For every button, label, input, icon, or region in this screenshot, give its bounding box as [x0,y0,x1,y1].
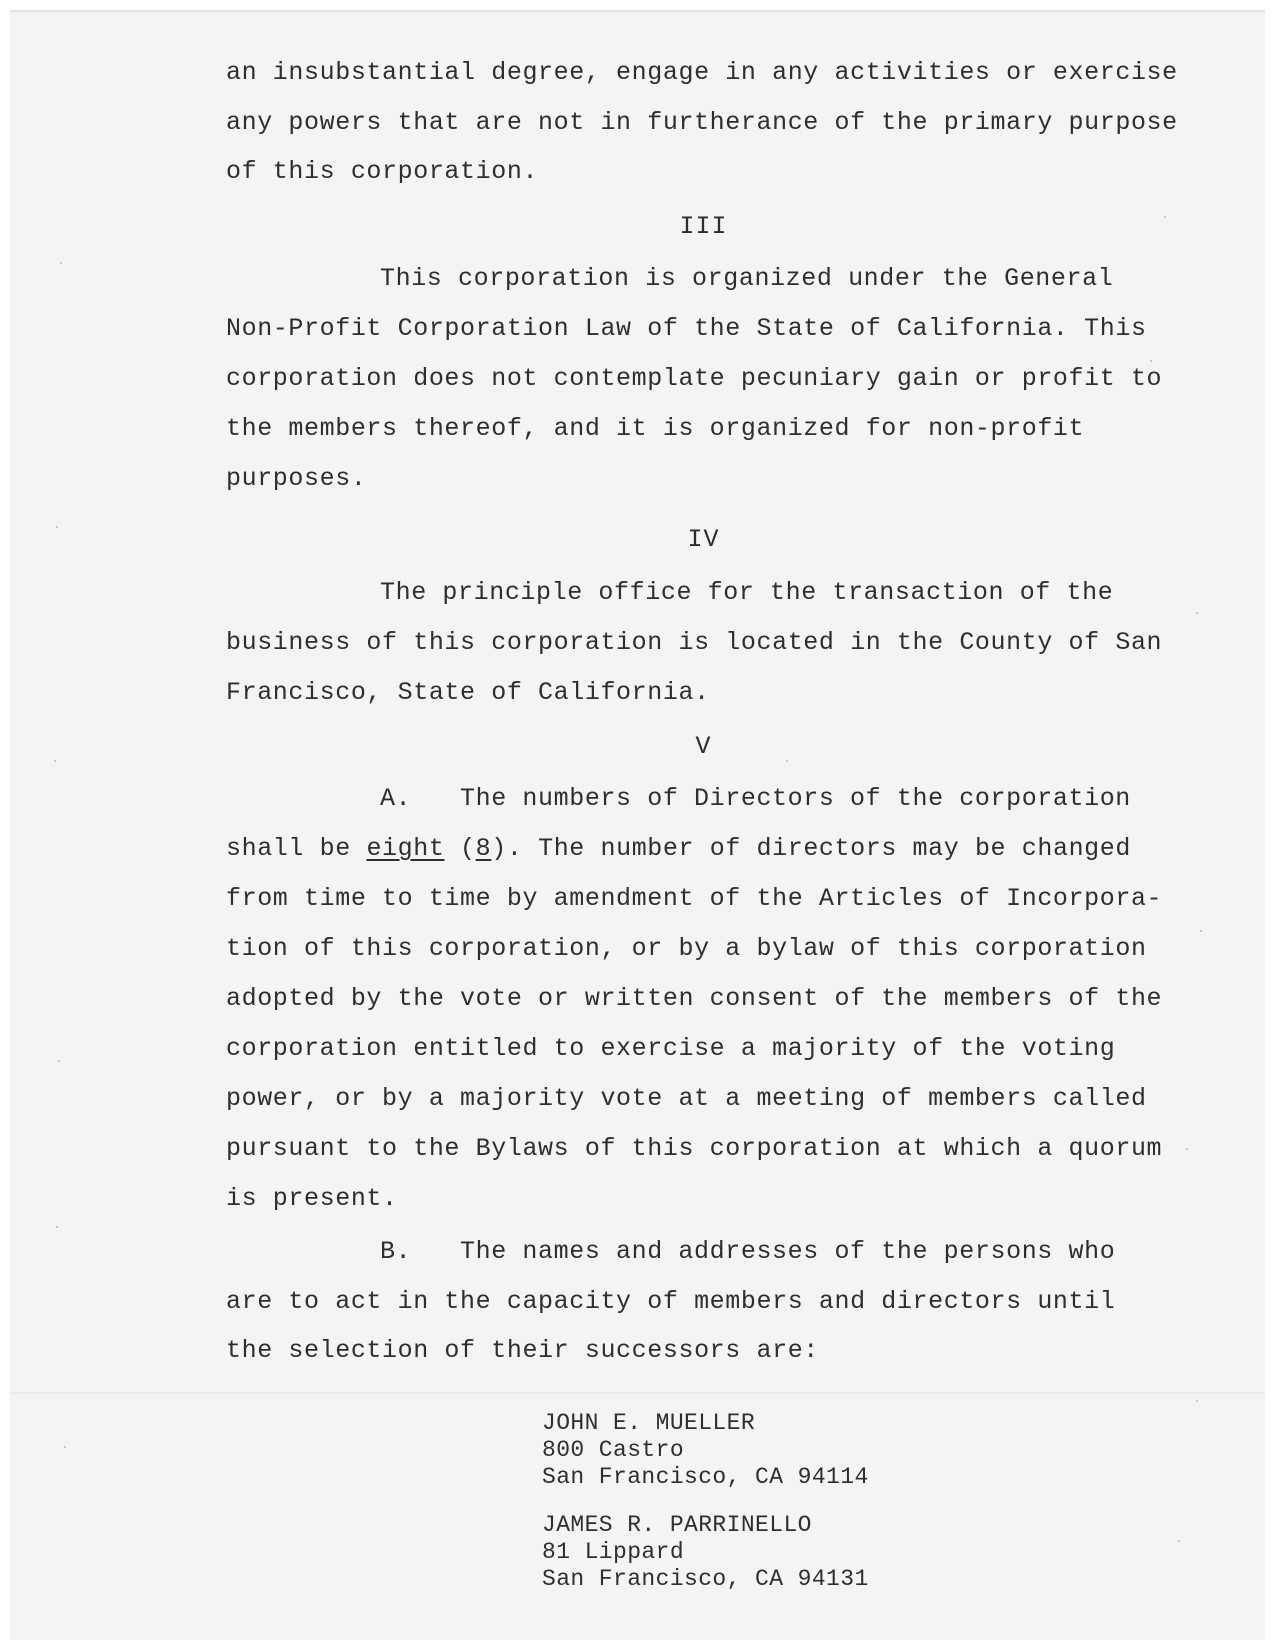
scan-speck [64,1446,66,1448]
article-v-heading [0,732,1275,762]
scan-speck [1186,1148,1188,1150]
scan-speck [1196,1400,1198,1402]
scan-speck [60,262,62,264]
line-suffix: ). The number of directors may be changed [491,834,1131,863]
article-iii-line: Non-Profit Corporation Law of the State of California. This [226,314,1147,343]
section-a-first-line [380,784,1131,814]
article-v-heading-text: V [695,732,712,761]
article-iii-line: the members thereof, and it is organized for non-profit [226,414,1085,443]
person-address-block [542,1410,869,1491]
article-iii-line: corporation does not contemplate pecuniary gain or profit to [226,364,1163,393]
section-a-line: power, or by a majority vote at a meeting of members called [226,1084,1147,1113]
article-iv-heading-text: IV [687,525,720,554]
section-a-line: from time to time by amendment of the Articles of Incorpora- [226,884,1163,913]
article-iv-heading [0,525,1275,555]
person-street: 800 Castro [542,1437,685,1463]
section-b-first-text: The names and addresses of the persons who [460,1237,1116,1266]
continuation-line: of this corporation. [226,157,539,186]
line-prefix: shall be [226,834,367,863]
article-iv-line: The principle office for the transaction of the [380,578,1114,607]
article-iv-line: business of this corporation is located in the County of San [226,628,1163,657]
section-a-line: pursuant to the Bylaws of this corporation at which a quorum [226,1134,1163,1163]
scan-speck [58,1060,60,1062]
person-address-block [542,1512,869,1593]
section-b-line: the selection of their successors are: [226,1336,819,1365]
scan-speck [1150,360,1152,362]
scan-speck [1200,930,1202,932]
person-name: JOHN E. MUELLER [542,1410,756,1436]
article-iii-line: purposes. [226,464,367,493]
directors-count-digit: 8 [475,834,492,863]
continuation-line: any powers that are not in furtherance of the primary purpose [226,108,1178,137]
paper-fold-line [10,1392,1265,1395]
section-a-first-text: The numbers of Directors of the corporation [460,784,1131,813]
scan-edge [10,10,1265,12]
section-a-line: corporation entitled to exercise a majority of the voting [226,1034,1116,1063]
person-street: 81 Lippard [542,1539,685,1565]
section-b-first-line [380,1237,1115,1267]
scan-speck [1178,1540,1180,1542]
scan-speck [56,1226,58,1228]
article-iii-heading-text: III [679,212,728,241]
article-iii-line: This corporation is organized under the General [380,264,1114,293]
section-a-line: is present. [226,1184,398,1213]
continuation-line: an insubstantial degree, engage in any activities or exercise [226,58,1178,87]
section-a-label: A. [380,784,412,813]
section-a-directors-line [226,834,1131,864]
person-city-line: San Francisco, CA 94131 [542,1566,869,1592]
person-city-line: San Francisco, CA 94114 [542,1464,869,1490]
directors-count-word: eight [366,834,445,863]
section-a-line: adopted by the vote or written consent of the members of the [226,984,1163,1013]
paren-open: ( [444,834,476,863]
person-name: JAMES R. PARRINELLO [542,1512,812,1538]
section-a-line: tion of this corporation, or by a bylaw of this corporation [226,934,1147,963]
section-b-line: are to act in the capacity of members and directors until [226,1287,1116,1316]
article-iv-line: Francisco, State of California. [226,678,710,707]
article-iii-heading [0,212,1275,242]
scan-speck [1196,612,1198,614]
section-b-label: B. [380,1237,412,1266]
